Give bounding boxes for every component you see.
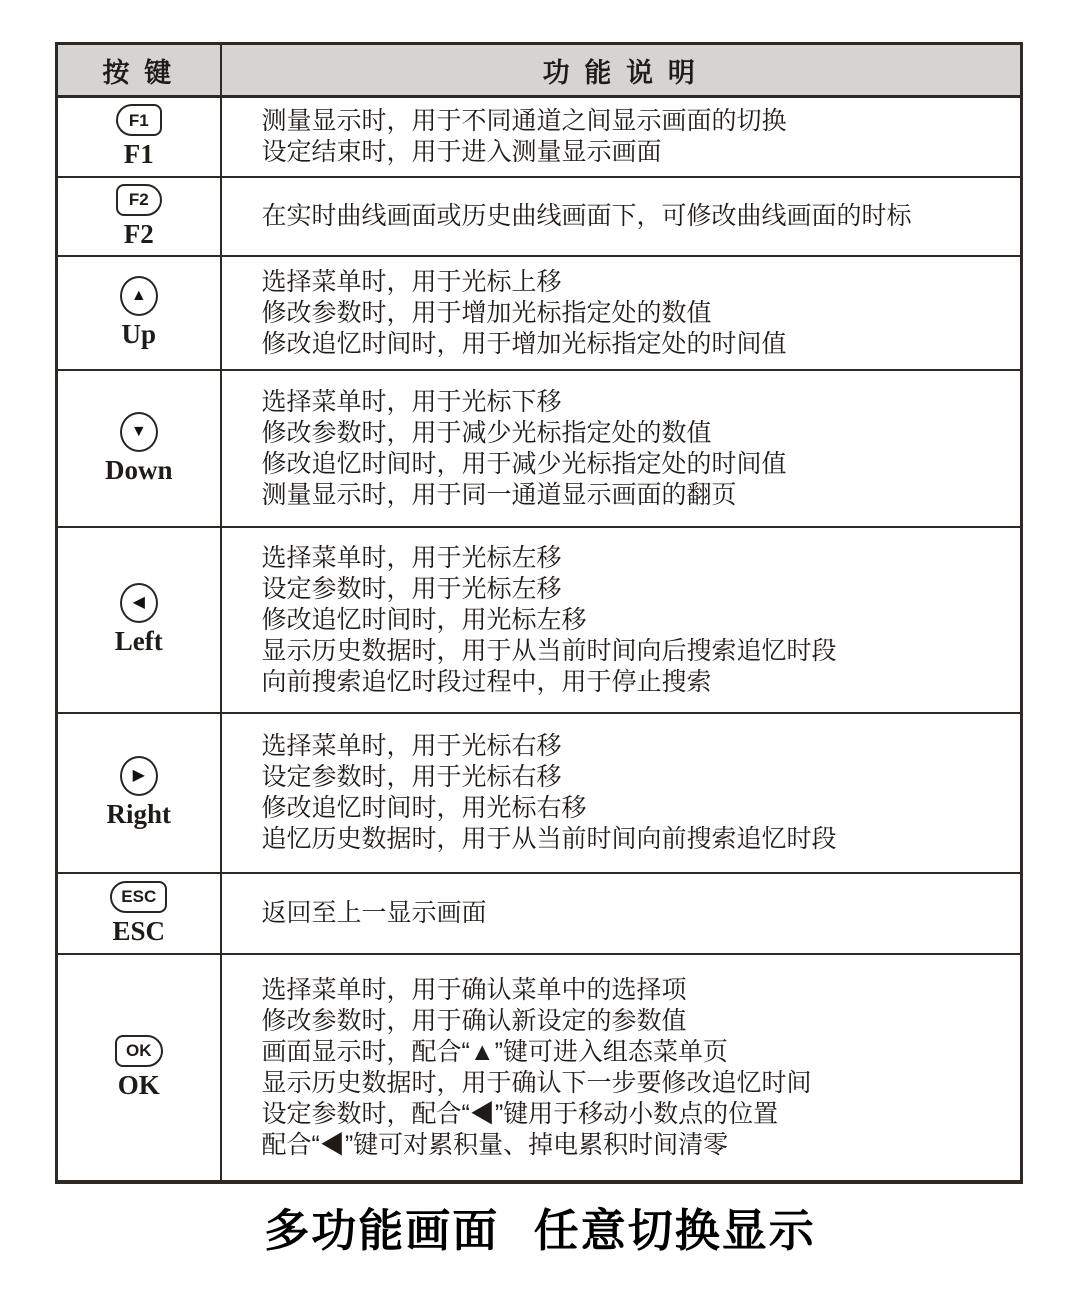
desc-line: 修改追忆时间时，用于减少光标指定处的时间值 (261, 449, 787, 478)
table-row-down (57, 370, 1022, 527)
desc-cell-f2 (221, 177, 1022, 256)
f2-key-label: F2 (123, 218, 154, 249)
key-stack-esc (110, 881, 167, 947)
table-row-ok (57, 954, 1022, 1182)
table-row-esc (57, 873, 1022, 954)
desc-line: 选择菜单时，用于确认菜单中的选择项 (261, 975, 687, 1004)
desc-cell-down (221, 370, 1022, 527)
key-stack-left (115, 583, 163, 657)
desc-line: 修改追忆时间时，用光标右移 (261, 794, 587, 822)
right-arrow-icon: ▶ (120, 756, 158, 796)
desc-cell-ok (221, 954, 1022, 1182)
desc-line: 修改追忆时间时，用于增加光标指定处的时间值 (261, 329, 787, 358)
desc-line: 选择菜单时，用于光标上移 (261, 267, 562, 296)
left-key-label: Left (114, 626, 163, 657)
desc-line: 向前搜索追忆时段过程中，用于停止搜索 (261, 667, 712, 696)
desc-line: 设定参数时，用于光标左移 (261, 574, 562, 603)
table-row-f2 (57, 177, 1022, 256)
ok-keycap-icon: OK (115, 1035, 163, 1067)
table-row-up (57, 256, 1022, 370)
desc-cell-f1 (221, 97, 1022, 178)
header-key-column: 按 键 (57, 44, 221, 97)
table-row-right (57, 713, 1022, 873)
desc-line: 修改参数时，用于确认新设定的参数值 (261, 1006, 687, 1035)
esc-keycap-icon: ESC (110, 881, 167, 913)
desc-line: 配合“◀”键可对累积量、掉电累积时间清零 (261, 1130, 729, 1159)
desc-line: 选择菜单时，用于光标下移 (261, 387, 562, 416)
up-key-label: Up (121, 319, 156, 350)
desc-line: 画面显示时，配合“▲”键可进入组态菜单页 (261, 1037, 728, 1066)
key-stack-down (105, 412, 173, 486)
desc-line: 测量显示时，用于同一通道显示画面的翻页 (261, 480, 737, 509)
desc-line: 追忆历史数据时，用于从当前时间向前搜索追忆时段 (261, 825, 837, 853)
desc-line: 设定结束时，用于进入测量显示画面 (261, 138, 662, 166)
desc-line: 修改追忆时间时，用光标左移 (261, 605, 587, 634)
desc-line: 选择菜单时，用于光标左移 (261, 543, 562, 572)
desc-line: 设定参数时，用于光标右移 (261, 763, 562, 791)
desc-cell-right (221, 713, 1022, 873)
desc-line: 修改参数时，用于减少光标指定处的数值 (261, 418, 712, 447)
f1-keycap-icon: F1 (116, 104, 162, 136)
key-cell-up (57, 256, 221, 370)
key-stack-f2 (116, 184, 162, 250)
key-stack-up (120, 276, 158, 350)
key-cell-esc (57, 873, 221, 954)
right-key-label: Right (106, 799, 171, 830)
key-stack-f1 (116, 104, 162, 170)
page-caption: 多功能画面 任意切换显示 (264, 1205, 816, 1256)
up-arrow-icon: ▲ (120, 276, 158, 316)
ok-key-label: OK (117, 1069, 160, 1100)
desc-line: 显示历史数据时，用于从当前时间向后搜索追忆时段 (261, 636, 837, 665)
key-cell-f1 (57, 97, 221, 178)
key-stack-ok (115, 1035, 163, 1101)
desc-cell-esc (221, 873, 1022, 954)
key-stack-right (106, 756, 171, 830)
key-cell-right (57, 713, 221, 873)
key-cell-left (57, 527, 221, 713)
header-desc-column: 功 能 说 明 (221, 44, 1022, 97)
key-cell-down (57, 370, 221, 527)
desc-line: 显示历史数据时，用于确认下一步要修改追忆时间 (261, 1068, 812, 1097)
f2-keycap-icon: F2 (116, 184, 162, 216)
esc-key-label: ESC (112, 915, 166, 946)
table-row-left (57, 527, 1022, 713)
left-arrow-icon: ◀ (120, 583, 158, 623)
table-row-f1 (57, 97, 1022, 178)
key-function-table (55, 42, 1023, 1184)
desc-cell-left (221, 527, 1022, 713)
down-key-label: Down (104, 454, 173, 485)
desc-line: 设定参数时，配合“◀”键用于移动小数点的位置 (261, 1099, 779, 1128)
key-cell-f2 (57, 177, 221, 256)
table-header-row (57, 44, 1022, 97)
down-arrow-icon: ▼ (120, 412, 158, 452)
f1-key-label: F1 (123, 139, 154, 170)
desc-line: 选择菜单时，用于光标右移 (261, 732, 562, 760)
desc-line: 返回至上一显示画面 (261, 899, 487, 927)
desc-line: 修改参数时，用于增加光标指定处的数值 (261, 298, 712, 327)
desc-cell-up (221, 256, 1022, 370)
desc-line: 测量显示时，用于不同通道之间显示画面的切换 (261, 107, 787, 135)
desc-line: 在实时曲线画面或历史曲线画面下，可修改曲线画面的时标 (261, 202, 912, 230)
key-cell-ok (57, 954, 221, 1182)
